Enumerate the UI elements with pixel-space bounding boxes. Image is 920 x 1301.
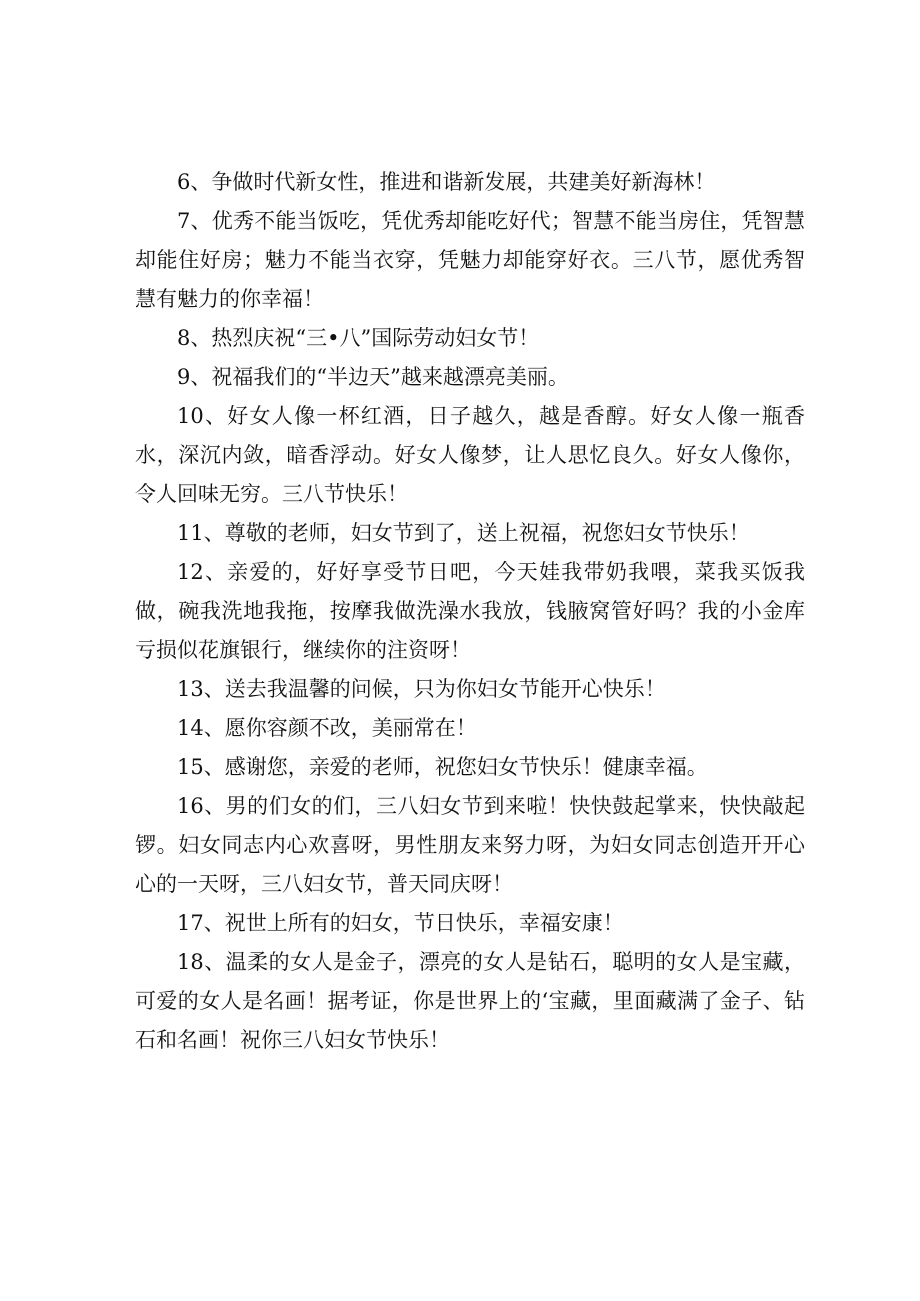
paragraph-18: 18、温柔的女人是金子，漂亮的女人是钻石，聪明的女人是宝藏，可爱的女人是名画！据考证，你是世界上的‘宝藏，里面藏满了金子、钻石和名画！祝你三八妇女节快乐！ xyxy=(135,950,805,1052)
paragraph-15: 15、感谢您，亲爱的老师，祝您妇女节快乐！健康幸福。 xyxy=(177,755,708,779)
paragraph-10: 10、好女人像一杯红酒，日子越久，越是香醇。好女人像一瓶香水，深沉内敛，暗香浮动。好女人像梦，让人思忆良久。好女人像你，令人回味无穷。三八节快乐！ xyxy=(135,404,805,506)
paragraph-6: 6、争做时代新女性，推进和谐新发展，共建美好新海林！ xyxy=(177,170,716,194)
paragraph-12: 12、亲爱的，好好享受节日吧，今天娃我带奶我喂，菜我买饭我做，碗我洗地我拖，按摩我做洗澡水我放，钱腋窝管好吗？我的小金库亏损似花旗银行，继续你的注资呀！ xyxy=(135,560,805,662)
paragraph-9: 9、祝福我们的“半边天”越来越漂亮美丽。 xyxy=(177,365,569,389)
paragraph-16: 16、男的们女的们，三八妇女节到来啦！快快鼓起掌来，快快敲起锣。妇女同志内心欢喜呀，男性朋友来努力呀，为妇女同志创造开开心心的一天呀，三八妇女节，普天同庆呀！ xyxy=(135,794,805,896)
paragraph-17: 17、祝世上所有的妇女，节日快乐，幸福安康！ xyxy=(177,911,624,935)
paragraph-13: 13、送去我温馨的问候，只为你妇女节能开心快乐！ xyxy=(177,677,666,701)
paragraph-8: 8、热烈庆祝“三•八”国际劳动妇女节！ xyxy=(177,326,540,350)
paragraph-14: 14、愿你容颜不改，美丽常在！ xyxy=(177,716,477,740)
paragraph-7: 7、优秀不能当饭吃，凭优秀却能吃好代；智慧不能当房住，凭智慧却能住好房；魅力不能当衣穿，凭魅力却能穿好衣。三八节，愿优秀智慧有魅力的你幸福！ xyxy=(135,209,805,311)
paragraph-11: 11、尊敬的老师，妇女节到了，送上祝福，祝您妇女节快乐！ xyxy=(177,521,750,545)
document-body xyxy=(135,163,805,1060)
